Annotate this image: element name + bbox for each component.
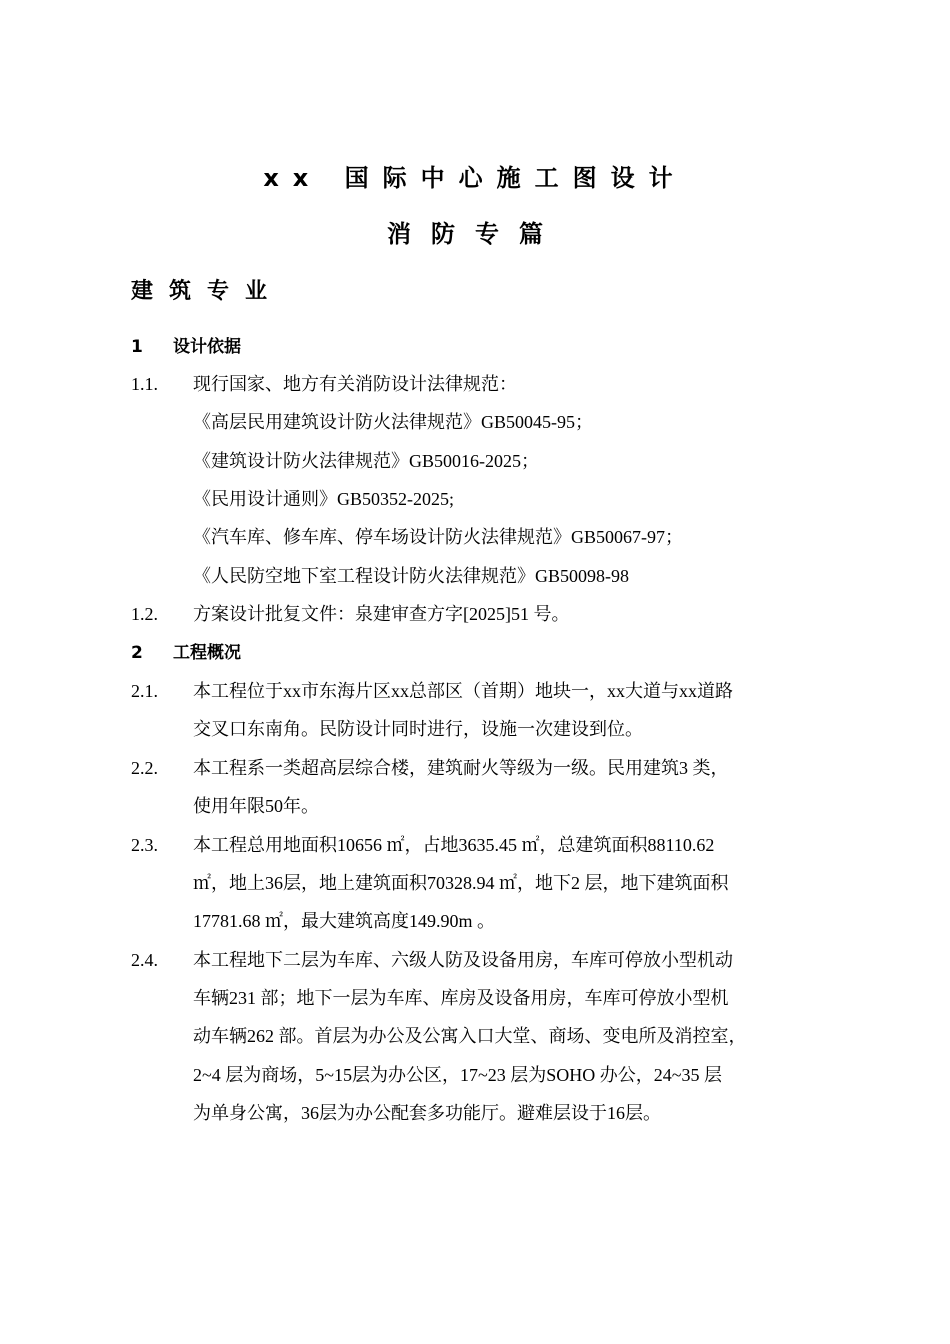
heading-2-text: 工程概况 bbox=[173, 643, 241, 663]
item-1-1-text: 现行国家、地方有关消防设计法律规范： bbox=[193, 374, 517, 394]
heading-2-number: 2 bbox=[131, 643, 143, 663]
item-2-4-line: 2~4 层为商场，5~15层为办公区，17~23 层为SOHO 办公，24~35 层 bbox=[193, 1065, 722, 1085]
item-2-1-line: 交叉口东南角。民防设计同时进行，设施一次建设到位。 bbox=[193, 719, 643, 739]
item-2-4-line: 车辆231 部；地下一层为车库、库房及设备用房，车库可停放小型机 bbox=[193, 988, 729, 1008]
item-2-4-number: 2.4. bbox=[131, 950, 158, 970]
item-2-2-line: 本工程系一类超高层综合楼，建筑耐火等级为一级。民用建筑3 类， bbox=[193, 758, 729, 778]
reference-standard: 《民用设计通则》GB50352-2025; bbox=[193, 489, 454, 509]
reference-standard: 《建筑设计防火法律规范》GB50016-2025； bbox=[193, 451, 539, 471]
heading-1-text: 设计依据 bbox=[173, 337, 241, 357]
document-title: xx 国际中心施工图设计 bbox=[263, 164, 687, 192]
item-2-2-line: 使用年限50年。 bbox=[193, 796, 319, 816]
reference-standard: 《人民防空地下室工程设计防火法律规范》GB50098-98 bbox=[193, 566, 629, 586]
section-heading: 建筑专业 bbox=[131, 279, 284, 304]
reference-standard: 《高层民用建筑设计防火法律规范》GB50045-95； bbox=[193, 412, 593, 432]
item-1-2-number: 1.2. bbox=[131, 604, 158, 624]
item-2-3-line: 17781.68 ㎡，最大建筑高度149.90m 。 bbox=[193, 911, 495, 931]
reference-standard: 《汽车库、修车库、停车场设计防火法律规范》GB50067-97； bbox=[193, 527, 683, 547]
item-1-2-text: 方案设计批复文件：泉建审查方字[2025]51 号。 bbox=[193, 604, 570, 624]
item-2-1-number: 2.1. bbox=[131, 681, 158, 701]
heading-1-number: 1 bbox=[131, 337, 143, 357]
item-2-3-line: 本工程总用地面积10656 ㎡，占地3635.45 ㎡，总建筑面积88110.62 bbox=[193, 835, 715, 855]
document-subtitle: 消防专篇 bbox=[387, 220, 563, 248]
item-2-4-line: 本工程地下二层为车库、六级人防及设备用房，车库可停放小型机动 bbox=[193, 950, 733, 970]
item-2-1-line: 本工程位于xx市东海片区xx总部区（首期）地块一，xx大道与xx道路 bbox=[193, 681, 733, 701]
item-2-2-number: 2.2. bbox=[131, 758, 158, 778]
item-2-3-line: ㎡，地上36层，地上建筑面积70328.94 ㎡，地下2 层，地下建筑面积 bbox=[193, 873, 729, 893]
item-2-3-number: 2.3. bbox=[131, 835, 158, 855]
item-1-1-number: 1.1. bbox=[131, 374, 158, 394]
item-2-4-line: 为单身公寓，36层为办公配套多功能厅。避难层设于16层。 bbox=[193, 1103, 661, 1123]
item-2-4-line: 动车辆262 部。首层为办公及公寓入口大堂、商场、变电所及消控室， bbox=[193, 1026, 747, 1046]
